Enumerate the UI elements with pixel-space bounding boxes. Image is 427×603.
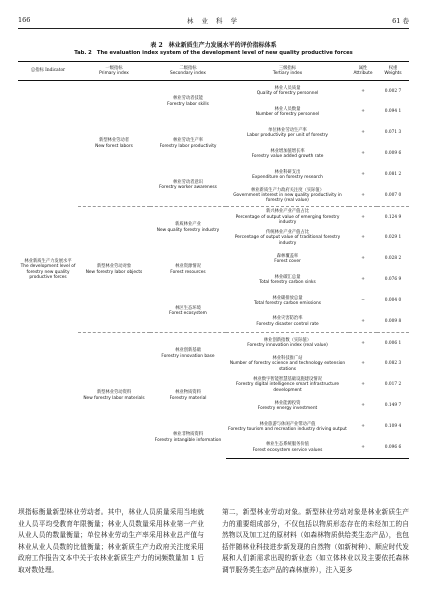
weight-cell: 0.094 1 (384, 109, 402, 115)
tertiary-index-cell: 新兴林业产业产值占比 Percentage of output value of emerging forestry industry (235, 209, 340, 225)
volume-label: 61 卷 (392, 17, 409, 25)
weight-cell: 0.071 3 (384, 130, 402, 136)
attribute-cell: + (361, 88, 365, 94)
attribute-cell: + (361, 340, 365, 346)
tertiary-index-cell: 林业碳排放总量 Total forestry carbon emissions (254, 295, 321, 306)
attribute-cell: + (361, 382, 365, 388)
weight-cell: 0.076 9 (384, 277, 402, 283)
weight-cell: 0.029 1 (384, 235, 402, 241)
weight-cell: 0.109 4 (384, 424, 402, 430)
weight-cell: 0.017 2 (384, 382, 402, 388)
weight-cell: 0.082 3 (384, 361, 402, 367)
table-caption-en: Tab. 2 The evaluation index system of the development level of new quality productive forces (74, 50, 353, 56)
attribute-cell: + (361, 109, 365, 115)
overall-indicator-cell: 林业新质生产力发展水平 The development level of forestry new quality productive forces (20, 258, 76, 281)
header-attribute: 属性 Attribute (349, 62, 377, 81)
secondary-index-cell: 林业创新基础 Forestry innovation base (161, 348, 215, 359)
attribute-cell: + (361, 130, 365, 136)
secondary-index-cell: 林区生态环境 Forest ecosystem (150, 291, 226, 333)
weight-cell: 0.124 9 (384, 214, 402, 220)
attribute-cell: + (361, 256, 365, 262)
tertiary-index-cell: 林业能源投资 Forestry energy investment (257, 400, 318, 411)
weight-cell: 0.009 6 (384, 151, 402, 157)
tertiary-index-cell: 林业碳汇总量 Total forestry carbon sinks (259, 274, 316, 285)
secondary-index-cell: 林业劳动者意识 Forestry worker awareness (150, 165, 226, 207)
attribute-cell: + (349, 438, 377, 459)
tertiary-index-cell: 林业灾害防治率 Forestry disaster control rate (226, 312, 349, 333)
tertiary-index-cell: 传统林业产业产值占比 Percentage of output value of traditional forestry industry (234, 229, 341, 246)
attribute-cell: + (361, 277, 365, 283)
attribute-cell: + (361, 214, 365, 220)
secondary-index-cell: 新质林业产业 New quality forestry industry (156, 222, 220, 233)
primary-index-cell: 新型林业劳动对象 New forestry labor objects (78, 207, 150, 333)
running-header (18, 16, 409, 29)
header-tertiary: 三级指标 Tertiary index (226, 62, 349, 81)
header-primary: 一级指标 Primary index (78, 62, 150, 81)
attribute-cell: + (349, 186, 377, 207)
header-secondary: 二级指标 Secondary index (150, 62, 226, 81)
table-header-row (18, 62, 409, 81)
secondary-index-cell: 林业物质资料 Forestry material (169, 390, 207, 401)
secondary-index-cell: 林业资源情况 Forest resources (170, 264, 206, 275)
tertiary-index-cell: 林业增加值增长率 Forestry value added growth rate (251, 148, 324, 159)
attribute-cell: + (361, 424, 365, 430)
table-row (18, 81, 409, 102)
header-overall: 总指标 Indicator (18, 62, 78, 81)
body-text-left-column: 坝指标衡量新型林业劳动者。其中，林业人员质量采用当地就业人员平均受教育年限衡量；林业人员数量采用林业第一产业从业人员的数量衡量；单位林业劳动生产率采用林业总产值与林业从业人员数的比值衡量；林业新质生产力政府关注度采用政府工作报告文本中关于农林业新质生产力的词频数量加 1 后取对数处理。 (18, 508, 204, 574)
weight-cell: 0.007 0 (377, 186, 409, 207)
primary-index-cell: 新型林业劳动者 New forest labors (78, 81, 150, 207)
attribute-cell: + (361, 151, 365, 157)
weight-cell: 0.149 7 (384, 403, 402, 409)
page-number: 166 (18, 16, 31, 24)
attribute-cell: + (361, 403, 365, 409)
weight-cell: 0.096 6 (377, 438, 409, 459)
secondary-index-cell: 林业非物质资料 Forestry intangible information (154, 432, 222, 443)
attribute-cell: + (361, 361, 365, 367)
table-caption-zh: 表 2 林业新质生产力发展水平的评价指标体系 (150, 42, 277, 49)
weight-cell: 0.081 2 (384, 172, 402, 178)
tertiary-index-cell: 林业人员数量 Number of forestry personnel (255, 106, 320, 117)
primary-index-cell: 新型林业劳动资料 New forestry labor materials (83, 390, 145, 401)
tertiary-index-cell: 林业创新指数（实际值） Forestry innovation index (real value) (247, 337, 328, 349)
secondary-index-cell: 林业劳动者技能 Forestry labor skills (167, 96, 209, 107)
weight-cell: 0.028 2 (384, 256, 402, 262)
tertiary-index-cell: 单位林业劳动生产率 Labor productivity per unit of forestry (247, 127, 328, 138)
tertiary-index-cell: 林业生态系统服务价值 Forest ecosystem service values (226, 438, 349, 459)
attribute-cell: + (361, 172, 365, 178)
journal-title: 林 业 科 学 (186, 17, 241, 25)
body-text-right-column: 第二，新型林业劳动对象。新型林业劳动对象是林业新质生产力的重要组成部分，不仅包括以物质形态存在的未经加工的自然物以及加工过的原材料（如森林物质供给类生态产品），也包括伴随林业科技进步新发现的自然物（如新树种）、顺应时代发展和人们新需求出现的新业态（如立体林业以及主要依托森林调节服务类生态产品的森林康养），注入更多 (222, 508, 409, 574)
tertiary-index-cell: 林业科研支出 Expenditure on forestry research (252, 169, 323, 180)
weight-cell: 0.004 0 (384, 298, 402, 304)
weight-cell: 0.009 8 (377, 312, 409, 333)
tertiary-index-cell: 林业人员质量 Quality of forestry personnel (256, 85, 319, 97)
attribute-cell: − (361, 298, 365, 304)
evaluation-index-table (18, 61, 409, 459)
secondary-index-cell: 林业劳动生产率 Forestry labor productivity (159, 138, 217, 149)
tertiary-index-cell: 林业数字智能智慧基础设施建设情况 Forestry digital intelligence smart infrastructure development (235, 376, 340, 393)
tertiary-index-cell: 林业旅游与休闲产业带动产值 Forestry tourism and recreation industry driving output (228, 421, 347, 432)
tertiary-index-cell: 林业新质生产力政府关注度（实际值） Government interest in new quality productivity in forestry (real value) (226, 186, 349, 207)
attribute-cell: + (349, 312, 377, 333)
weight-cell: 0.002 7 (384, 88, 402, 94)
attribute-cell: + (361, 235, 365, 241)
weight-cell: 0.006 1 (384, 340, 402, 346)
header-weight: 权重 Weights (377, 62, 409, 81)
tertiary-index-cell: 林业科技推广站 Number of forestry science and technology extension stations (229, 355, 346, 372)
tertiary-index-cell: 森林覆盖率 Forest cover (274, 253, 301, 264)
